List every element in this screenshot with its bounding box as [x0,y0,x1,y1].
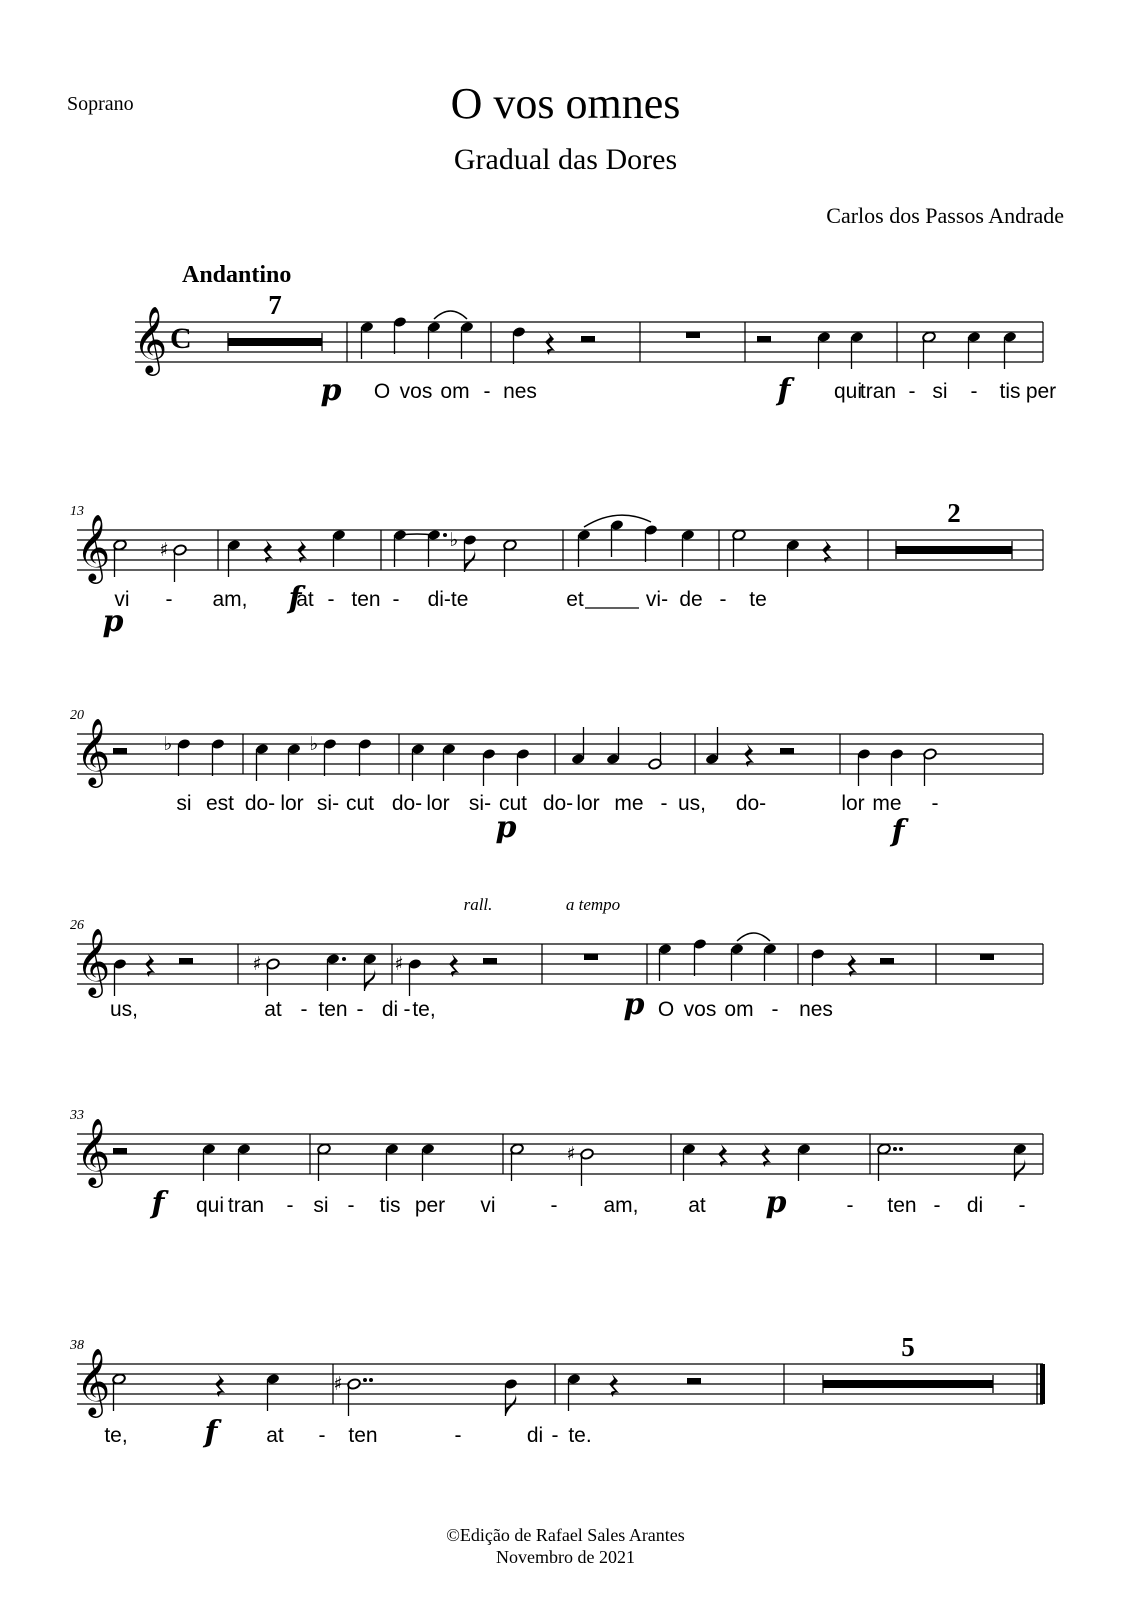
dynamic-marking: p [623,987,645,1022]
augmentation-dot [363,1378,367,1382]
multi-rest-count: 7 [268,290,282,320]
note [682,1143,696,1181]
lyric-syllable: om [724,998,754,1021]
note [326,953,346,991]
note [658,943,672,981]
lyric-syllable: ten [348,1424,378,1447]
lyric-syllable: - [719,588,727,611]
lyric-syllable: vos [683,998,717,1021]
note [786,539,800,577]
measure-number: 13 [70,504,84,519]
lyric-syllable: tran [227,1194,265,1217]
lyric-syllable: di [966,1194,984,1217]
note [811,948,825,986]
lyric-syllable: - [318,1424,326,1447]
note [113,539,127,577]
slur [737,933,770,941]
multi-measure-rest [896,546,1012,554]
lyric-syllable: me [614,792,644,815]
flat-sign: ♭ [309,733,319,755]
note [516,748,530,786]
sharp-sign: ♯ [333,1373,343,1395]
lyric-syllable: di [381,998,399,1021]
lyric-syllable: - [356,998,364,1021]
half-rest [113,1148,127,1154]
direction-text: a tempo [565,895,621,914]
note [237,1143,251,1181]
final-barline [1040,1364,1045,1404]
treble-clef: 𝄞 [76,1117,111,1185]
note [890,748,904,786]
lyric-syllable: cut [345,792,375,815]
lyric-syllable: de [679,588,703,611]
note [732,529,746,567]
lyric-syllable: do- [542,792,574,815]
measure-number: 26 [70,918,84,933]
note [360,321,374,359]
part-name: Soprano [67,93,134,115]
note [427,321,441,359]
note [442,743,456,781]
lyric-syllable: - [908,380,916,403]
note [610,519,624,557]
note [255,743,269,781]
dynamic-marking: p [102,604,124,639]
measure-number: 38 [70,1338,84,1353]
note [693,938,707,976]
lyric-syllable: us, [677,792,707,815]
multi-rest-count: 5 [901,1332,915,1362]
lyric-syllable: si [313,1194,329,1217]
lyric-syllable: - [660,792,668,815]
treble-clef: 𝄞 [133,305,168,373]
half-rest [880,958,894,964]
footer-edition: ©Edição de Rafael Sales Arantes [446,1525,685,1545]
lyric-syllable: si [176,792,192,815]
note [681,529,695,567]
note [460,321,474,359]
multi-measure-rest [823,1380,993,1388]
lyric-syllable: tis [379,1194,401,1217]
measure-number: 20 [70,708,84,723]
note [817,331,831,369]
dynamic-marking: f [777,373,791,408]
dynamic-marking: f [288,581,302,616]
lyric-syllable: nes [799,998,833,1021]
note [287,743,301,781]
lyric-syllable: et [566,588,584,611]
half-rest [113,748,127,754]
lyric-syllable: me [872,792,902,815]
note [512,326,526,364]
lyric-syllable: - [286,1194,294,1217]
lyric-syllable: - [551,1424,559,1447]
half-rest [483,958,497,964]
note [571,727,585,765]
note [763,943,777,981]
dynamic-marking: f [204,1415,218,1450]
note [317,1143,331,1181]
lyric-syllable: - [931,792,939,815]
lyric-syllable: ten [887,1194,917,1217]
measure-number: 33 [70,1108,84,1123]
composer: Carlos dos Passos Andrade [826,203,1064,228]
lyric-syllable: ten [318,998,348,1021]
lyric-syllable: te. [568,1424,592,1447]
note [1003,331,1017,369]
note [857,748,871,786]
lyric-syllable: do- [735,792,767,815]
lyric-syllable: - [846,1194,854,1217]
note [266,1373,280,1411]
note [1013,1143,1027,1181]
lyric-syllable: am, [212,588,248,611]
lyric-syllable: qui [833,380,863,403]
dynamic-marking: p [320,373,342,408]
lyric-syllable: tran [859,380,897,403]
half-rest [687,1378,701,1384]
lyric-syllable: - [165,588,173,611]
note [202,1143,216,1181]
treble-clef: 𝄞 [76,1347,111,1415]
note [606,727,620,765]
half-rest [780,748,794,754]
half-rest [179,958,193,964]
half-rest [757,336,771,342]
lyric-syllable: - [1018,1194,1026,1217]
lyric-syllable: do- [391,792,423,815]
lyric-syllable: - [970,380,978,403]
slur [400,534,434,535]
augmentation-dot [342,957,346,961]
lyric-syllable: at [264,998,282,1021]
note [797,1143,811,1181]
page-subtitle: Gradual das Dores [453,143,678,176]
augmentation-dot [899,1147,903,1151]
sharp-sign: ♯ [159,539,169,561]
lyric-syllable: - [403,998,411,1021]
flag [365,969,376,991]
lyric-syllable: us, [109,998,139,1021]
treble-clef: 𝄞 [76,927,111,995]
dynamic-marking: f [891,814,905,849]
lyric-syllable: qui [195,1194,225,1217]
lyric-syllable: vi [114,588,130,611]
time-signature: C [170,322,192,355]
tempo-marking: Andantino [182,262,292,288]
flag [506,1394,517,1416]
note [112,1373,126,1411]
page-title: O vos omnes [450,79,681,128]
treble-clef: 𝄞 [76,717,111,785]
lyric-syllable: - [933,1194,941,1217]
lyric-syllable: - [347,1194,355,1217]
lyric-syllable: lor [576,792,600,815]
lyric-syllable: - [327,588,335,611]
multi-rest-count: 2 [947,498,961,528]
flat-sign: ♭ [163,733,173,755]
lyric-syllable: vi [480,1194,496,1217]
note [358,738,372,776]
lyric-syllable: si- [316,792,340,815]
note [504,1378,518,1416]
lyric-syllable: at [266,1424,284,1447]
augmentation-dot [369,1378,373,1382]
lyric-syllable: O [657,998,675,1021]
sharp-sign: ♯ [252,953,262,975]
lyric-syllable: nes [503,380,537,403]
lyric-syllable: - [483,380,491,403]
note [730,943,744,981]
augmentation-dot [443,533,447,537]
whole-rest [980,954,994,960]
note [644,524,658,562]
lyric-syllable: si [932,380,948,403]
note [850,331,864,369]
treble-clef: 𝄞 [76,513,111,581]
lyric-syllable: tis [999,380,1021,403]
note [923,748,937,786]
note [648,732,662,770]
whole-rest [584,954,598,960]
note [577,529,591,567]
note [877,1143,903,1181]
lyric-syllable: per [414,1194,446,1217]
sharp-sign: ♯ [394,953,404,975]
note [567,1373,581,1411]
note [922,331,936,369]
lyric-syllable: cut [498,792,528,815]
dynamic-marking: p [765,1185,787,1220]
lyric-syllable: vi- [645,588,669,611]
lyric-syllable: at [296,588,314,611]
lyric-syllable: te, [104,1424,128,1447]
lyric-syllable: - [392,588,400,611]
flag [465,550,476,572]
note [385,1143,399,1181]
note [411,743,425,781]
note [503,539,517,577]
note [510,1143,524,1181]
lyric-syllable: te [749,588,767,611]
flat-sign: ♭ [449,529,459,551]
lyric-syllable: lor [841,792,865,815]
lyric-syllable: - [550,1194,558,1217]
note [482,748,496,786]
note [332,529,346,567]
multi-measure-rest [228,338,322,346]
note [363,953,377,991]
note [113,958,127,996]
note [393,316,407,354]
lyric-syllable: est [205,792,235,815]
lyric-syllable: at [688,1194,706,1217]
dynamic-marking: f [151,1186,165,1221]
lyric-syllable: lor [280,792,304,815]
lyric-syllable: lor [426,792,450,815]
sharp-sign: ♯ [566,1143,576,1165]
lyric-syllable: te, [412,998,436,1021]
lyric-syllable: di [526,1424,544,1447]
footer-date: Novembro de 2021 [496,1547,635,1567]
lyric-syllable: do- [244,792,276,815]
note [211,738,225,776]
slur [434,311,467,319]
lyric-syllable: - [300,998,308,1021]
note [227,539,241,577]
whole-rest [686,332,700,338]
lyric-syllable: ten [351,588,381,611]
direction-text: rall. [463,895,493,914]
dynamic-marking: p [495,810,517,845]
half-rest [581,336,595,342]
lyric-syllable: di-te [427,588,469,611]
augmentation-dot [893,1147,897,1151]
note [421,1143,435,1181]
lyric-syllable: om [440,380,470,403]
lyric-syllable: O [373,380,391,403]
lyric-syllable: - [454,1424,462,1447]
lyric-syllable: si- [468,792,492,815]
lyric-syllable: am, [603,1194,639,1217]
note [705,727,719,765]
footer [0,1524,1131,1568]
note [967,331,981,369]
lyric-syllable: vos [399,380,433,403]
lyric-syllable: per [1025,380,1057,403]
lyric-syllable: - [771,998,779,1021]
flag [1015,1159,1026,1181]
